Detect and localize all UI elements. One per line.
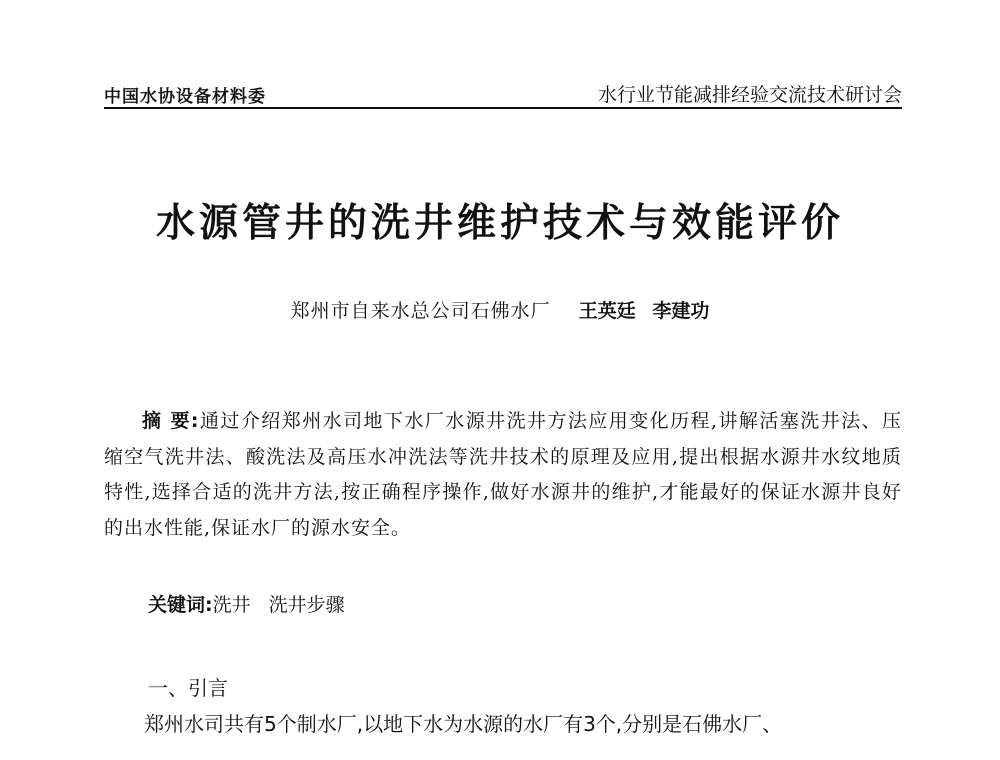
author-affiliation: 郑州市自来水总公司石佛水厂: [290, 300, 551, 322]
abstract-text: 通过介绍郑州水司地下水厂水源井洗井方法应用变化历程,讲解活塞洗井法、压缩空气洗井法、酸洗法及高压水冲洗法等洗井技术的原理及应用,提出根据水源井水纹地质特性,选择合适的洗井方法,按正确程序操作,做好水源井的维护,才能最好的保证水源井良好的出水性能,保证水厂的源水安全。: [104, 410, 903, 539]
keyword: 洗井: [212, 594, 251, 616]
keywords: [148, 590, 363, 617]
running-header-right: 水行业节能减排经验交流技术研讨会: [597, 84, 902, 106]
abstract-label: 摘 要:: [142, 410, 200, 432]
section-body: 郑州水司共有5个制水厂,以地下水为水源的水厂有3个,分别是石佛水厂、: [144, 712, 783, 736]
byline: [0, 296, 1000, 323]
section-heading: 一、引言: [148, 676, 228, 700]
running-header-left: 中国水协设备材料委: [104, 87, 266, 107]
paper-title: 水源管井的洗井维护技术与效能评价: [155, 201, 844, 246]
abstract: [104, 404, 902, 546]
keywords-label: 关键词:: [148, 594, 213, 616]
keyword: 洗井步骤: [268, 594, 345, 616]
author-names: 王英廷 李建功: [578, 300, 710, 322]
header-rule: [104, 107, 902, 109]
